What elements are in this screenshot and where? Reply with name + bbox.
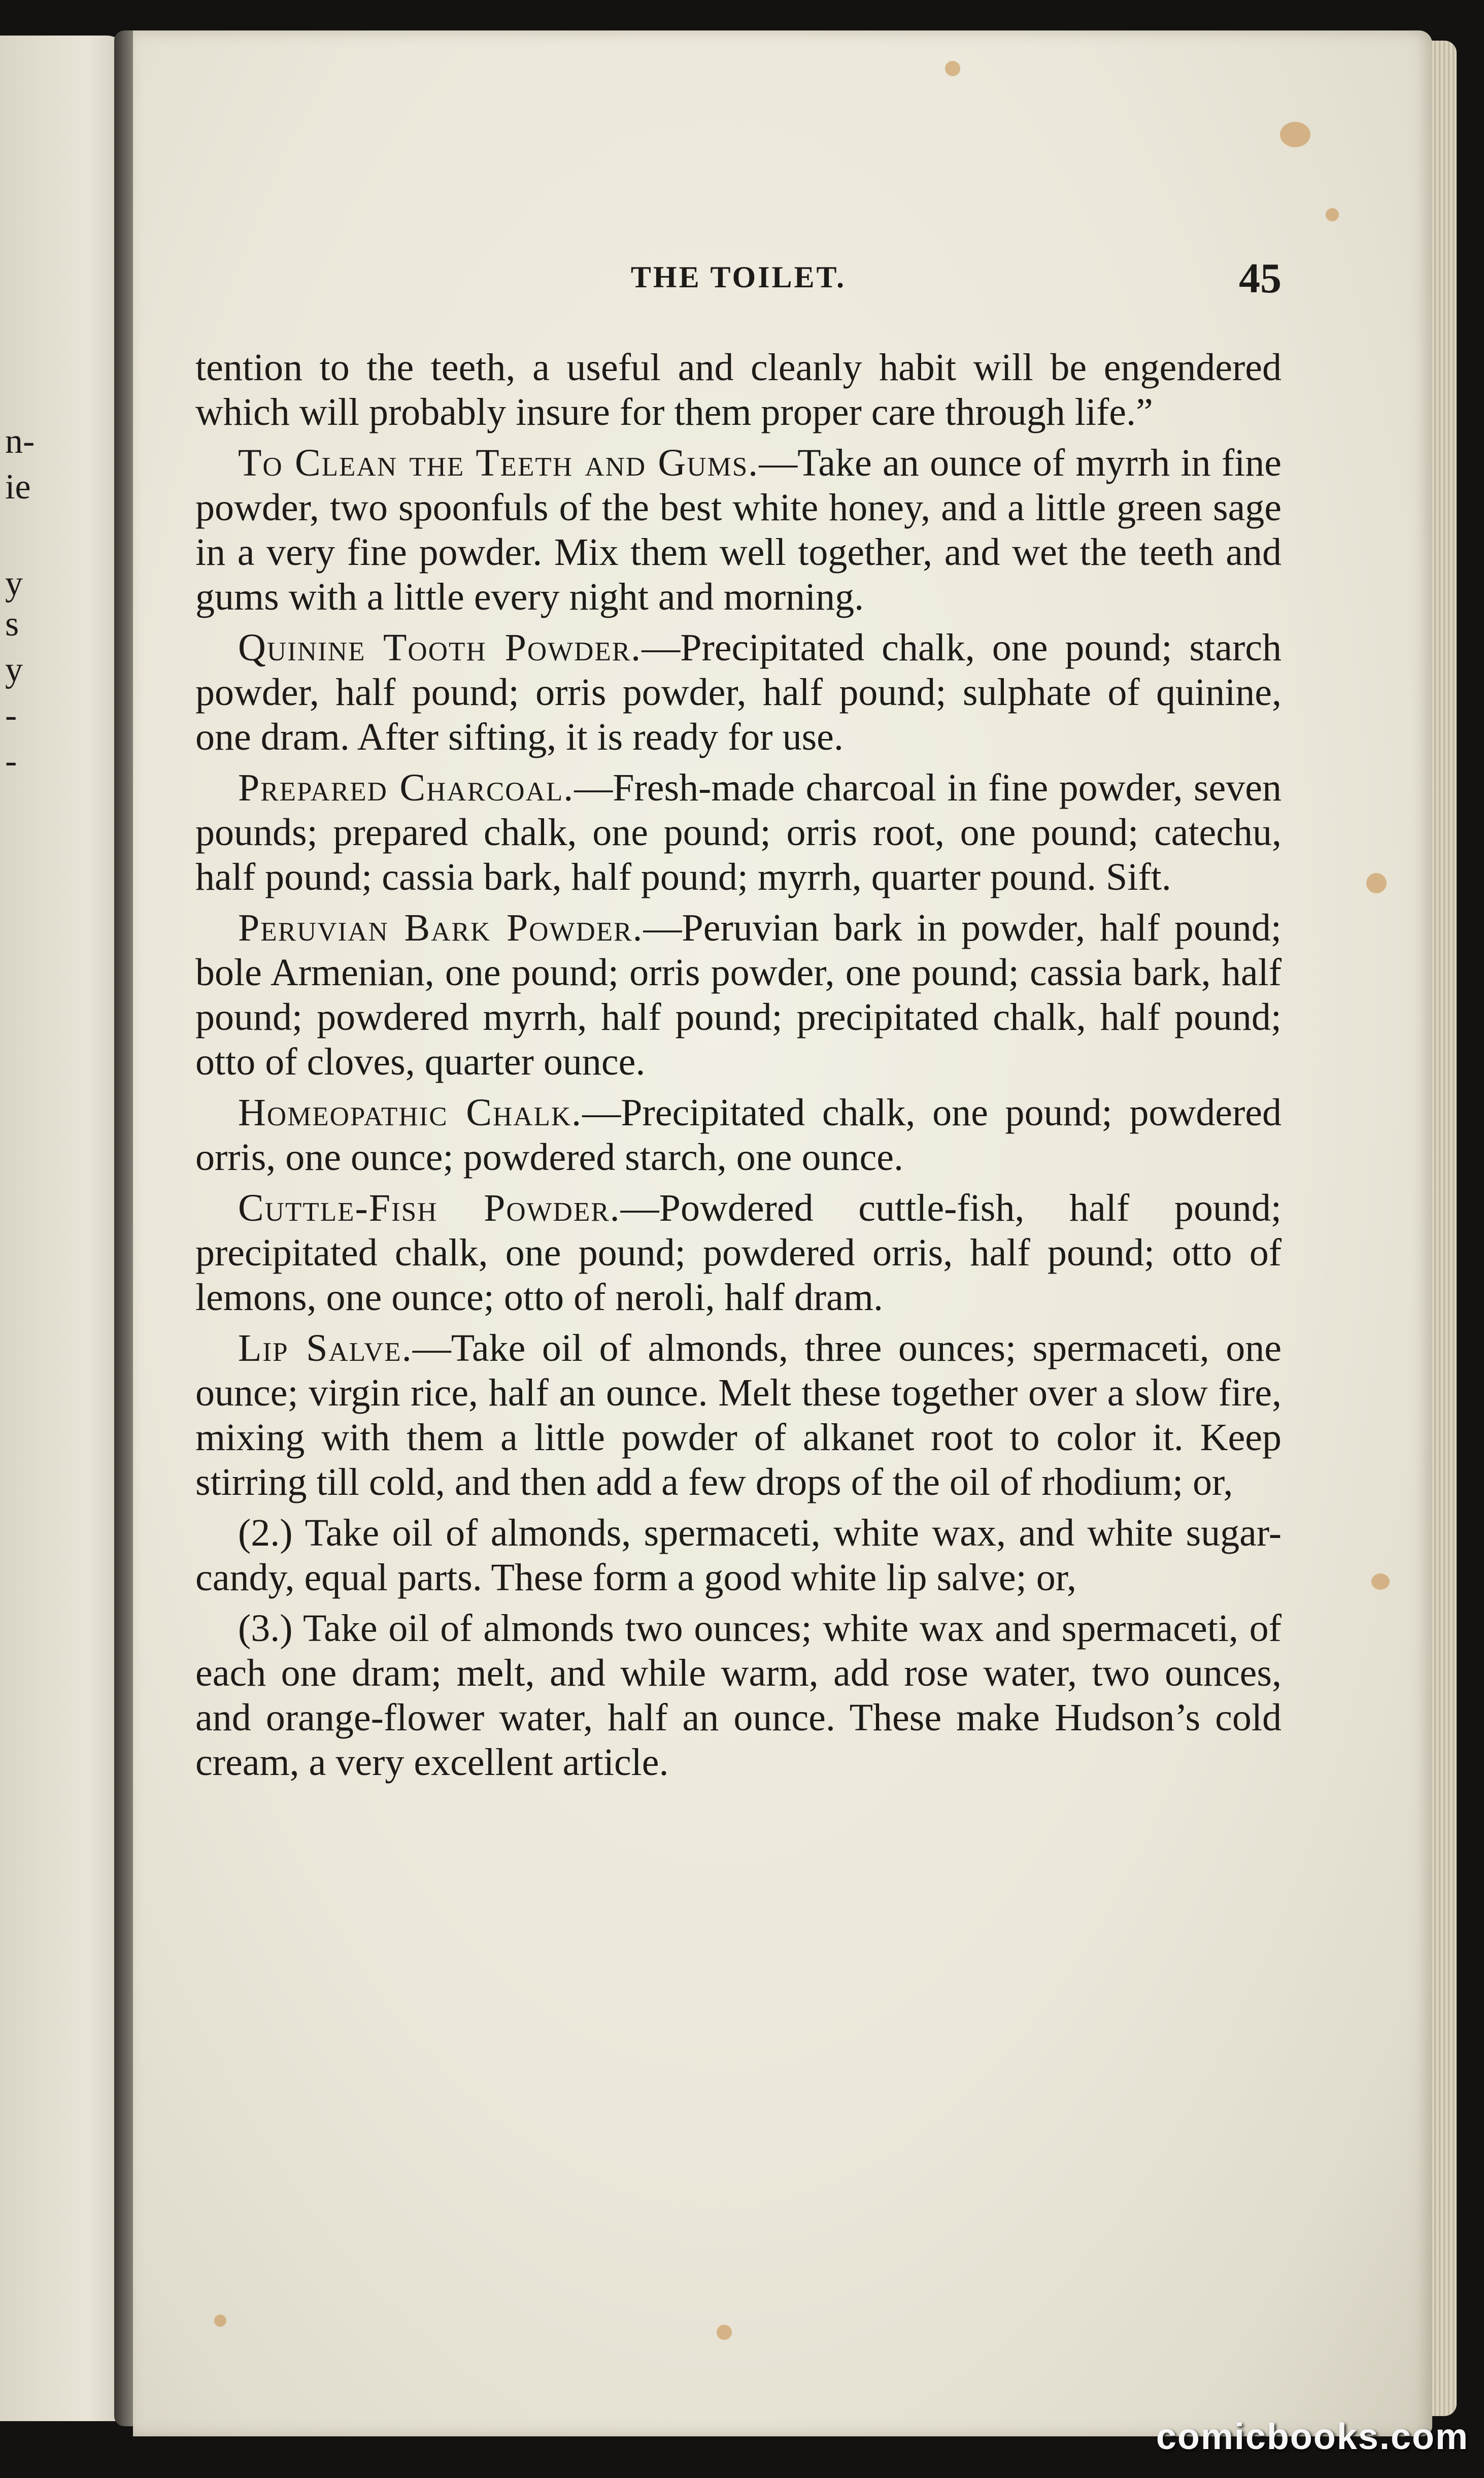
- recipe-text: —Take an ounce of myrrh in fine powder, two spoonfuls of the best white honey, and a little green sage in a very fine powder. Mix them well together, and wet the teeth and gums with a little every night and morning.: [195, 442, 1282, 618]
- recipe-variant-paragraph: [195, 1606, 1281, 1785]
- recipe-variant-paragraph: [195, 1511, 1281, 1600]
- recipe-heading: Homeopathic Chalk.: [238, 1091, 583, 1134]
- foxing-stain: [214, 2315, 226, 2327]
- recipe-paragraph: [195, 1326, 1281, 1504]
- recipe-text: —Take oil of almonds, three ounces; spermaceti, one ounce; virgin rice, half an ounce. Melt these together over a slow fire, mixing with them a little powder of alkanet root to color it. Keep stirring till cold, and then add a few drops of the oil of rhodium; or,: [195, 1327, 1281, 1503]
- foxing-stain: [1326, 208, 1339, 221]
- paragraph-text: tention to the teeth, a useful and cleanly habit will be engendered which will probably insure for them proper care through life.”: [195, 346, 1281, 433]
- recipe-heading: Quinine Tooth Powder.: [238, 626, 642, 669]
- recipe-heading: Prepared Charcoal.: [238, 766, 575, 809]
- page-body: [195, 345, 1281, 1791]
- facing-page-fragment: s: [5, 605, 19, 644]
- recipe-paragraph: [195, 906, 1281, 1084]
- paragraph: [195, 345, 1281, 434]
- facing-page-fragment: y: [5, 564, 23, 603]
- facing-page-fragment: -: [5, 742, 17, 781]
- watermark-text: comicbooks.com: [1156, 2417, 1469, 2457]
- foxing-stain: [945, 61, 960, 76]
- foxing-stain: [717, 2325, 732, 2340]
- running-head: [195, 254, 1281, 305]
- facing-page-fragment: y: [5, 650, 23, 689]
- foxing-stain: [1280, 122, 1310, 147]
- facing-page-edge: [0, 36, 127, 2421]
- recipe-text: (3.) Take oil of almonds two ounces; white wax and spermaceti, of each one dram; melt, and while warm, add rose water, two ounces, and orange-flower water, half an ounce. These make Hudson’s cold cream, a very excellent article.: [195, 1607, 1281, 1784]
- recipe-heading: Lip Salve.: [238, 1327, 413, 1369]
- page-number: 45: [1239, 255, 1281, 302]
- recipe-text: —Precipitated chalk, one pound; powdered orris, one ounce; powdered starch, one ounce.: [195, 1091, 1281, 1179]
- recipe-heading: Cuttle-Fish Powder.: [238, 1187, 621, 1229]
- recipe-text: —Powdered cuttle-fish, half pound; precipitated chalk, one pound; powdered orris, half pound; otto of lemons, one ounce; otto of neroli, half dram.: [195, 1187, 1281, 1319]
- recipe-heading: To Clean the Teeth and Gums.: [238, 442, 759, 484]
- recipe-paragraph: [195, 1186, 1281, 1320]
- recipe-text: —Fresh-made charcoal in fine powder, seven pounds; prepared chalk, one pound; orris root, one pound; catechu, half pound; cassia bark, half pound; myrrh, quarter pound. Sift.: [195, 766, 1281, 898]
- running-head-title: THE TOILET.: [630, 260, 847, 294]
- facing-page-fragment: ie: [5, 467, 31, 507]
- facing-page-fragment: -: [5, 696, 17, 735]
- recipe-paragraph: [195, 1090, 1281, 1180]
- recipe-paragraph: [195, 625, 1281, 759]
- foxing-stain: [1371, 1573, 1390, 1590]
- recipe-heading: Peruvian Bark Powder.: [238, 907, 644, 949]
- recipe-text: —Precipitated chalk, one pound; starch powder, half pound; orris powder, half pound; sulphate of quinine, one dram. After sifting, it is ready for use.: [195, 626, 1282, 758]
- recipe-paragraph: [195, 765, 1281, 899]
- facing-page-fragment: n-: [5, 422, 35, 461]
- recipe-text: (2.) Take oil of almonds, spermaceti, white wax, and white sugar-candy, equal parts. These form a good white lip salve; or,: [195, 1512, 1281, 1599]
- recipe-paragraph: [195, 441, 1281, 619]
- recipe-text: —Peruvian bark in powder, half pound; bole Armenian, one pound; orris powder, one pound; cassia bark, half pound; powdered myrrh, half pound; precipitated chalk, half pound; otto of cloves, quarter ounce.: [195, 907, 1282, 1083]
- foxing-stain: [1366, 873, 1387, 893]
